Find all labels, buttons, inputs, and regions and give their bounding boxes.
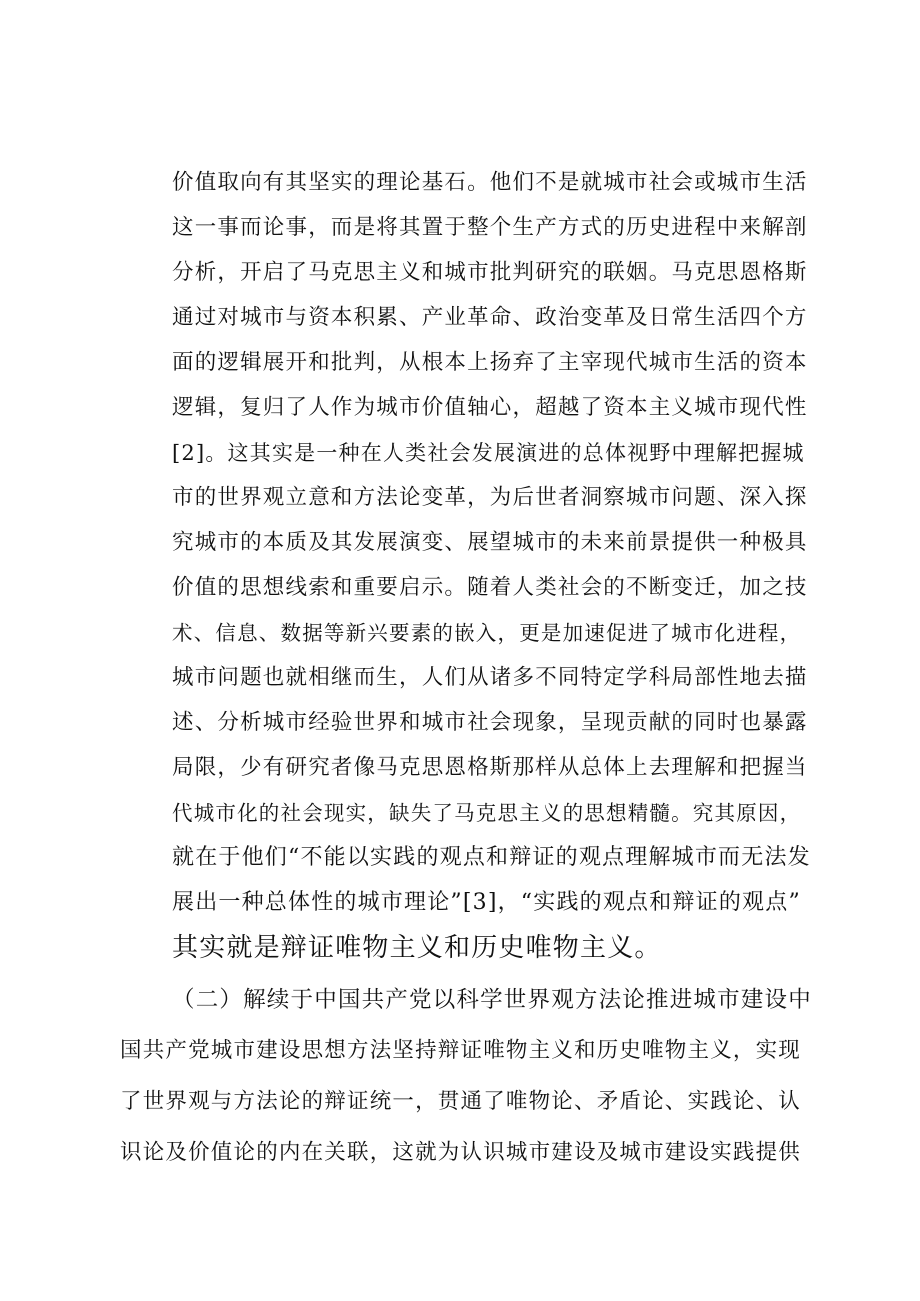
paragraph-line: [2]。这其实是一种在人类社会发展演进的总体视野中理解把握城 (172, 441, 805, 465)
paragraph-line: 城市问题也就相继而生，人们从诸多不同特定学科局部性地去描 (172, 665, 808, 690)
paragraph-line: 究城市的本质及其发展演变、展望城市的未来前景提供一种极具 (172, 530, 808, 555)
paragraph-line: 面的逻辑展开和批判，从根本上扬弃了主宰现代城市生活的资本 (172, 350, 808, 375)
paragraph-line: 通过对城市与资本积累、产业革命、政治变革及日常生活四个方 (172, 305, 808, 330)
paragraph-line: 述、分析城市经验世界和城市社会现象，呈现贡献的同时也暴露 (172, 710, 808, 735)
paragraph-line: 逻辑，复归了人作为城市价值轴心，超越了资本主义城市现代性 (172, 395, 808, 420)
paragraph-line: 术、信息、数据等新兴要素的嵌入，更是加速促进了城市化进程， (172, 621, 802, 645)
paragraph-line: 识论及价值论的内在关联，这就为认识城市建设及城市建设实践提供 (120, 1140, 802, 1165)
paragraph-line: 国共产党城市建设思想方法坚持辩证唯物主义和历史唯物主义，实现 (120, 1038, 802, 1063)
paragraph-line: 价值取向有其坚实的理论基石。他们不是就城市社会或城市生活 (172, 170, 808, 195)
paragraph-line: 就在于他们“不能以实践的观点和辩证的观点理解城市而无法发 (172, 845, 811, 870)
paragraph-line: 了世界观与方法论的辩证统一，贯通了唯物论、矛盾论、实践论、认 (120, 1089, 802, 1114)
paragraph-line: 其实就是辩证唯物主义和历史唯物主义。 (172, 933, 662, 963)
paragraph-line: 这一事而论事，而是将其置于整个生产方式的历史进程中来解剖 (172, 215, 808, 240)
section-heading-line: （二）解续于中国共产党以科学世界观方法论推进城市建设中 (172, 987, 812, 1013)
paragraph-line: 分析，开启了马克思主义和城市批判研究的联姻。马克思恩格斯 (172, 260, 808, 285)
paragraph-line: 展出一种总体性的城市理论”[3]，“实践的观点和辩证的观点” (172, 890, 801, 915)
paragraph-line: 市的世界观立意和方法论变革，为后世者洞察城市问题、深入探 (172, 485, 808, 510)
paragraph-line: 代城市化的社会现实，缺失了马克思主义的思想精髓。究其原因， (172, 801, 802, 825)
paragraph-line: 价值的思想线索和重要启示。随着人类社会的不断变迁，加之技 (172, 575, 808, 600)
paragraph-line: 局限，少有研究者像马克思恩格斯那样从总体上去理解和把握当 (172, 755, 808, 780)
